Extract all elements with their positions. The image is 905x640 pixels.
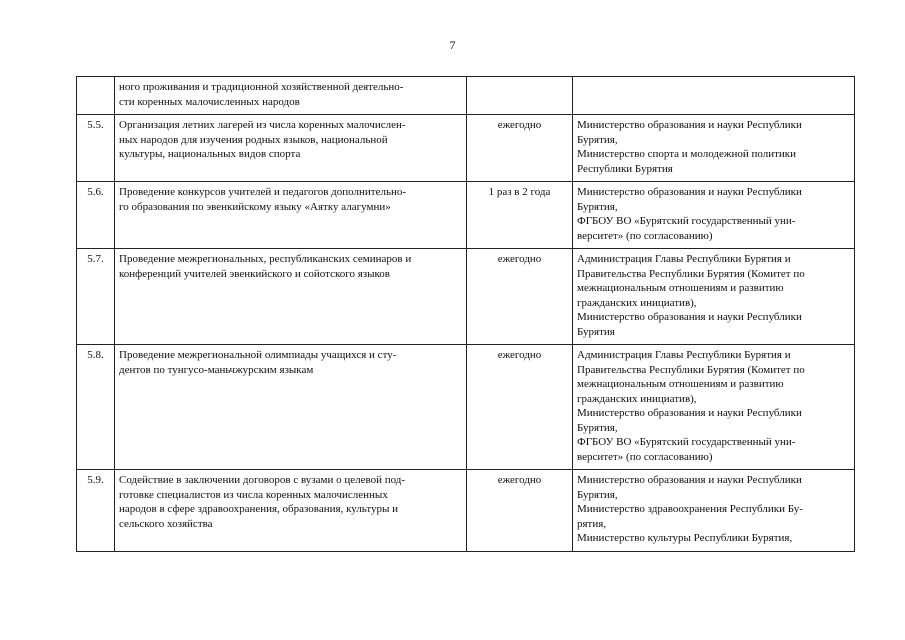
page-number: 7: [449, 38, 456, 52]
event-description: [115, 345, 467, 470]
event-line: Проведение межрегиональной олимпиады учащихся и сту-: [119, 349, 397, 361]
executor-line: гражданских инициатив),: [577, 296, 697, 309]
table-row: [77, 115, 855, 182]
executor-line: Министерство спорта и молодежной политики: [577, 148, 797, 160]
event-line: Проведение межрегиональных, республиканских семинаров и: [119, 253, 412, 265]
executor-line: межнациональным отношениям и развитию: [577, 282, 784, 294]
executor-line: Бурятия,: [577, 133, 618, 146]
plan-table-body: [77, 77, 855, 552]
executor-line: верситет» (по согласованию): [577, 450, 713, 463]
executor-line: Министерство образования и науки Республики: [577, 407, 802, 419]
event-line: Содействие в заключении договоров с вузами о целевой под-: [119, 474, 406, 486]
item-number: [77, 77, 115, 115]
event-line: конференций учителей эвенкийского и сойотского языков: [119, 267, 391, 280]
event-description: [115, 77, 467, 115]
executor-line: верситет» (по согласованию): [577, 229, 713, 242]
executor-line: Правительства Республики Бурятия (Комитет по: [577, 363, 805, 376]
executor-line: Администрация Главы Республики Бурятия и: [577, 253, 791, 265]
item-number: 5.9.: [77, 470, 115, 552]
executors-cell: [573, 345, 855, 470]
term-cell: ежегодно: [467, 470, 573, 552]
event-line: сти коренных малочисленных народов: [119, 95, 300, 108]
executor-line: Администрация Главы Республики Бурятия и: [577, 349, 791, 361]
executors-cell: [573, 470, 855, 552]
executor-line: Бурятия,: [577, 488, 618, 501]
executor-line: Министерство здравоохранения Республики Бу-: [577, 503, 803, 515]
executor-line: Министерство образования и науки Республики: [577, 186, 802, 198]
executor-line: Республики Бурятия: [577, 162, 673, 175]
event-description: [115, 115, 467, 182]
event-line: ных народов для изучения родных языков, национальной: [119, 133, 388, 146]
event-line: Проведение конкурсов учителей и педагогов дополнительно-: [119, 186, 407, 198]
event-line: культуры, национальных видов спорта: [119, 148, 301, 160]
executor-line: Бурятия: [577, 325, 615, 338]
term-cell: 1 раз в 2 года: [467, 182, 573, 249]
term-cell: ежегодно: [467, 345, 573, 470]
item-number: 5.8.: [77, 345, 115, 470]
event-line: народов в сфере здравоохранения, образования, культуры и: [119, 503, 399, 515]
item-number: 5.5.: [77, 115, 115, 182]
table-row: [77, 182, 855, 249]
executor-line: Министерство образования и науки Республики: [577, 311, 802, 323]
executor-line: Правительства Республики Бурятия (Комитет по: [577, 267, 805, 280]
event-description: [115, 182, 467, 249]
executor-line: межнациональным отношениям и развитию: [577, 378, 784, 390]
term-cell: [467, 77, 573, 115]
executor-line: Бурятия,: [577, 421, 618, 434]
term-cell: ежегодно: [467, 249, 573, 345]
executors-cell: [573, 182, 855, 249]
executors-cell: [573, 115, 855, 182]
event-line: ного проживания и традиционной хозяйственной деятельно-: [119, 81, 404, 93]
executor-line: ФГБОУ ВО «Бурятский государственный уни-: [577, 215, 796, 227]
event-description: [115, 249, 467, 345]
item-number: 5.6.: [77, 182, 115, 249]
executor-line: Министерство культуры Республики Бурятия,: [577, 532, 793, 544]
event-line: го образования по эвенкийскому языку «Аятку алагумни»: [119, 200, 391, 213]
event-line: дентов по тунгусо-маньчжурским языкам: [119, 363, 314, 376]
event-line: готовке специалистов из числа коренных малочисленных: [119, 488, 388, 501]
plan-table: [76, 76, 855, 552]
executor-line: Бурятия,: [577, 200, 618, 213]
table-row: [77, 77, 855, 115]
executor-line: Министерство образования и науки Республики: [577, 119, 802, 131]
executors-cell: [573, 249, 855, 345]
table-row: [77, 470, 855, 552]
event-description: [115, 470, 467, 552]
executor-line: Министерство образования и науки Республики: [577, 474, 802, 486]
executors-cell: [573, 77, 855, 115]
executor-line: гражданских инициатив),: [577, 392, 697, 405]
table-row: [77, 345, 855, 470]
event-line: Организация летних лагерей из числа коренных малочислен-: [119, 119, 406, 131]
event-line: сельского хозяйства: [119, 517, 213, 530]
table-row: [77, 249, 855, 345]
executor-line: рятия,: [577, 517, 607, 530]
item-number: 5.7.: [77, 249, 115, 345]
term-cell: ежегодно: [467, 115, 573, 182]
executor-line: ФГБОУ ВО «Бурятский государственный уни-: [577, 436, 796, 448]
